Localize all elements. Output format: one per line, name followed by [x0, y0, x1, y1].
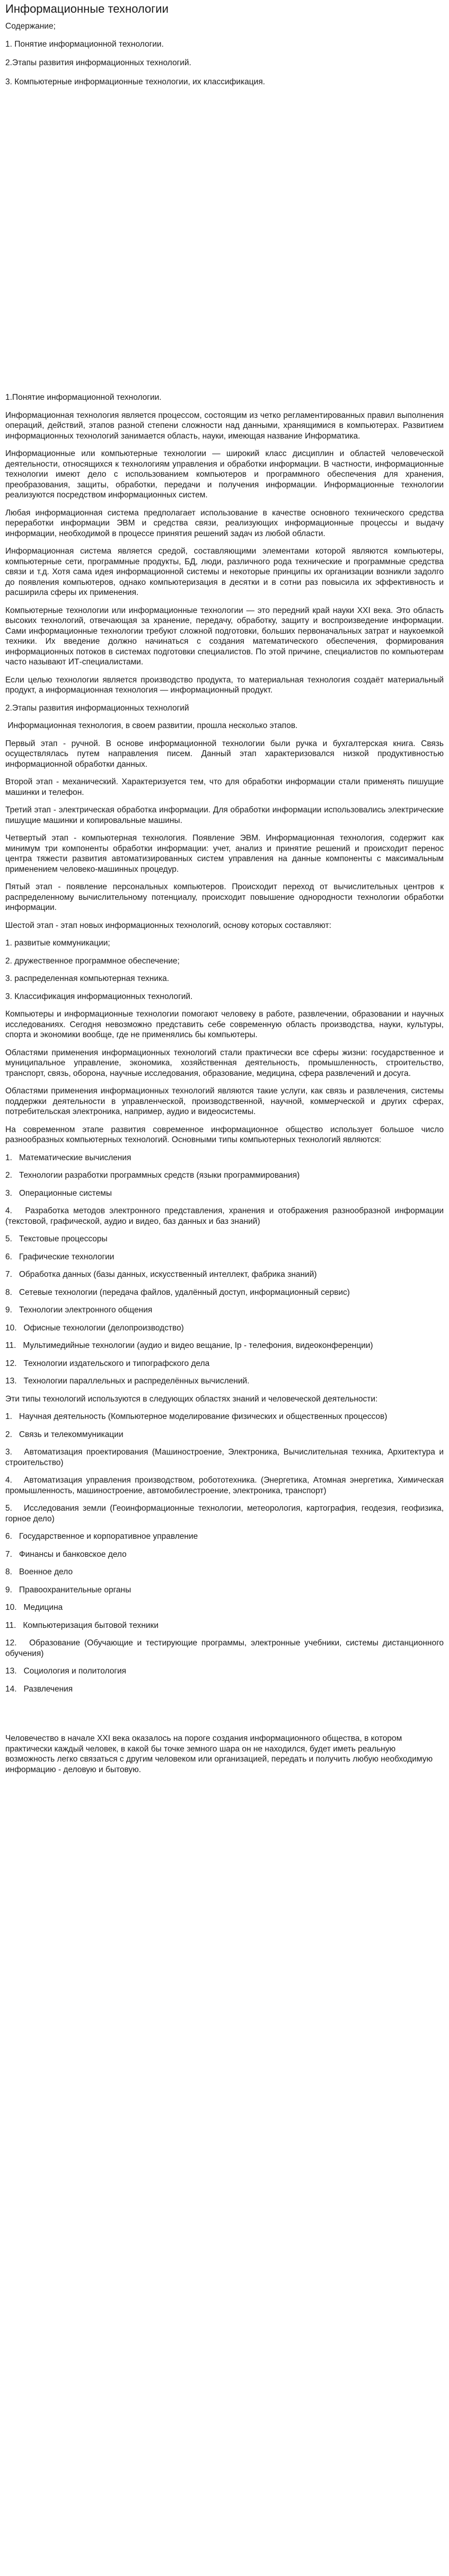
paragraph: Информационная технология, в своем развитии, прошла несколько этапов. — [5, 721, 298, 730]
paragraph: Второй этап - механический. Характеризуется тем, что для обработки информации стали применять пишущие машинки и телефон. — [5, 777, 444, 797]
areas-list-item: 13. Социология и политология — [5, 1667, 127, 1676]
areas-list-item: 10. Медицина — [5, 1603, 63, 1612]
paragraph: Первый этап - ручной. В основе информационной технологии были ручка и бухгалтерская книга. Связь осуществлялась путем направления писем. Данный этап характеризовался низкой продуктивностью информационной обработки данных. — [5, 739, 444, 769]
types-list-item: 8. Сетевые технологии (передача файлов, удалённый доступ, информационный сервис) — [5, 1287, 350, 1297]
page-title: Информационные технологии — [5, 2, 169, 15]
types-list-item: 10. Офисные технологии (делопроизводство) — [5, 1323, 184, 1333]
list-item: 2. дружественное программное обеспечение; — [5, 956, 180, 966]
blank-space — [5, 1702, 444, 1733]
types-list-item: 12. Технологии издательского и типографского дела — [5, 1359, 210, 1368]
blank-space — [5, 95, 444, 392]
areas-list-item: 5. Исследования земли (Геоинформационные технологии, метеорология, картография, геодезия, геофизика, горное дело) — [5, 1504, 446, 1523]
paragraph: Компьютерные технологии или информационные технологии — это передний край науки XXI века. Это область высоких технологий, отвечающая за хранение, передачу, обработку, защиту и воспроизведение информации. Сами информационные технологии требуют сложной подготовки, больших первоначальных затрат и наукоемкой техники. Их введение должно начинаться с создания математического обеспечения, формирования информационных потоков в системах подготовки специалистов. По этой причине, специалистов по компьютерам часто называют ИТ-специалистами. — [5, 606, 444, 667]
list-item: 1. развитые коммуникации; — [5, 939, 110, 948]
areas-list-item: 14. Развлечения — [5, 1684, 73, 1694]
section-heading: 2.Этапы развития информационных технологий — [5, 703, 189, 713]
types-list-item: 4. Разработка методов электронного представления, хранения и отображения разнообразной информации (текстовой, графической, аудио и видео, баз данных и баз знаний) — [5, 1206, 446, 1226]
types-list-item: 2. Технологии разработки программных средств (языки программирования) — [5, 1171, 300, 1180]
paragraph: Информационные или компьютерные технологии — широкий класс дисциплин и областей человеческой деятельности, относящихся к технологиям управления и обработки информации. В частности, информационные технологии имеют дело с использованием компьютеров и программного обеспечения для хранения, преобразования, защиты, обработки, передачи и получения информации. Информационные технологии реализуются посредством информационных систем. — [5, 449, 444, 500]
paragraph: Четвертый этап - компьютерная технология. Появление ЭВМ. Информационная технология, содержит как минимум три компоненты обработки информации: учет, анализ и принятие решений и происходит перенос центра тяжести развития автоматизированных систем управления на данные компоненты с максимальным применением человеко-машинных процедур. — [5, 834, 444, 874]
section-heading: 1.Понятие информационной технологии. — [5, 393, 162, 402]
section-heading: 3. Классификация информационных технологий. — [5, 992, 193, 1001]
toc-item: 1. Понятие информационной технологии. — [5, 39, 164, 49]
areas-list-item: 4. Автоматизация управления производством, робототехника. (Энергетика, Атомная энергетика, Химическая промышленность, машиностроение, автомобилестроение, электроника, транспорт) — [5, 1476, 446, 1495]
toc-label: Содержание; — [5, 22, 56, 31]
paragraph: На современном этапе развития современное информационное общество использует большое число разнообразных компьютерных технологий. Основными типы компьютерных технологий являются: — [5, 1125, 444, 1144]
types-list-item: 11. Мультимедийные технологии (аудио и видео вещание, Ip - телефония, видеоконференции) — [5, 1341, 373, 1350]
conclusion-paragraph: Человечество в начале XXI века оказалось на пороге создания информационного общества, в котором практически каждый человек, в какой бы точке земного шара он не находился, будет иметь реальную возможность легко связаться с другим человеком или организацией, передать и получить любую необходимую информацию - деловую и бытовую. — [5, 1734, 433, 1774]
areas-list-item: 12. Образование (Обучающие и тестирующие программы, электронные учебники, системы дистанционного обучения) — [5, 1639, 446, 1658]
paragraph: Областями применения информационных технологий стали практически все сферы жизни: государственное и муниципальное управление, экономика, хозяйственная деятельность, промышленность, строительство, транспорт, связь, оборона, научные исследования, образование, медицина, сфера развлечений и досуга. — [5, 1048, 444, 1078]
paragraph: Информационная система является средой, составляющими элементами которой являются компьютеры, компьютерные сети, программные продукты, БД, люди, различного рода технические и программные средства связи и т.д. Хотя сама идея информационной системы и некоторые принципы их организации возникли задолго до появления компьютеров, однако компьютеризация в десятки и в сотни раз повысила их эффективность и расширила сферы их применения. — [5, 547, 444, 597]
paragraph: Информационная технология является процессом, состоящим из четко регламентированных правил выполнения операций, действий, этапов разной степени сложности над данными, хранящимися в компьютерах. Развитием информационных технологий занимается область, науки, имеющая название Информатика. — [5, 410, 444, 441]
paragraph: Эти типы технологий используются в следующих областях знаний и человеческой деятельности: — [5, 1394, 378, 1404]
areas-list-item: 8. Военное дело — [5, 1567, 73, 1576]
types-list-item: 3. Операционные системы — [5, 1188, 112, 1198]
types-list-item: 6. Графические технологии — [5, 1252, 115, 1261]
paragraph: Третий этап - электрическая обработка информации. Для обработки информации использовались электрические пишущие машинки и копировальные машины. — [5, 805, 444, 825]
areas-list-item: 2. Связь и телекоммуникации — [5, 1430, 124, 1439]
areas-list-item: 7. Финансы и банковское дело — [5, 1549, 127, 1559]
types-list-item: 1. Математические вычисления — [5, 1153, 131, 1162]
toc-item: 3. Компьютерные информационные технологии, их классификация. — [5, 77, 266, 86]
paragraph: Пятый этап - появление персональных компьютеров. Происходит переход от вычислительных центров к распределенному вычислительному потенциалу, происходит повышение однородности технологии обработки информации. — [5, 882, 444, 912]
areas-list-item: 1. Научная деятельность (Компьютерное моделирование физических и общественных процессов) — [5, 1412, 388, 1421]
areas-list-item: 11. Компьютеризация бытовой техники — [5, 1620, 159, 1630]
paragraph: Любая информационная система предполагает использование в качестве основного технического средства переработки информации ЭВМ и средства связи, реализующих информационные процессы и выдачу информации, необходимой в процессе принятия решений задач из любой области. — [5, 508, 444, 538]
areas-list-item: 6. Государственное и корпоративное управление — [5, 1532, 198, 1541]
paragraph: Шестой этап - этап новых информационных технологий, основу которых составляют: — [5, 921, 331, 930]
paragraph: Компьютеры и информационные технологии помогают человеку в работе, развлечении, образовании и научных исследованиях. Сегодня невозможно представить себе современную область производства, науки, культуры, спорта и экономики вообще, где не применялись бы компьютеры. — [5, 1010, 444, 1039]
list-item: 3. распределенная компьютерная техника. — [5, 974, 170, 983]
types-list-item: 13. Технологии параллельных и распределённых вычислений. — [5, 1377, 250, 1386]
toc-item: 2.Этапы развития информационных технологий. — [5, 58, 191, 67]
types-list-item: 5. Текстовые процессоры — [5, 1234, 108, 1243]
paragraph: Если целью технологии является производство продукта, то материальная технология создаёт материальный продукт, а информационная технология — информационный продукт. — [5, 675, 444, 695]
areas-list-item: 9. Правоохранительные органы — [5, 1585, 131, 1594]
types-list-item: 9. Технологии электронного общения — [5, 1305, 153, 1315]
types-list-item: 7. Обработка данных (базы данных, искусственный интеллект, фабрика знаний) — [5, 1270, 317, 1279]
areas-list-item: 3. Автоматизация проектирования (Машиностроение, Электроника, Вычислительная техника, Архитектура и строительство) — [5, 1448, 446, 1467]
paragraph: Областями применения информационных технологий являются такие услуги, как связь и развлечения, системы поддержки деятельности в управленческой, производственной, научной, коммерческой и других сферах, потребительская электроника, например, аудио и видеосистемы. — [5, 1087, 444, 1116]
